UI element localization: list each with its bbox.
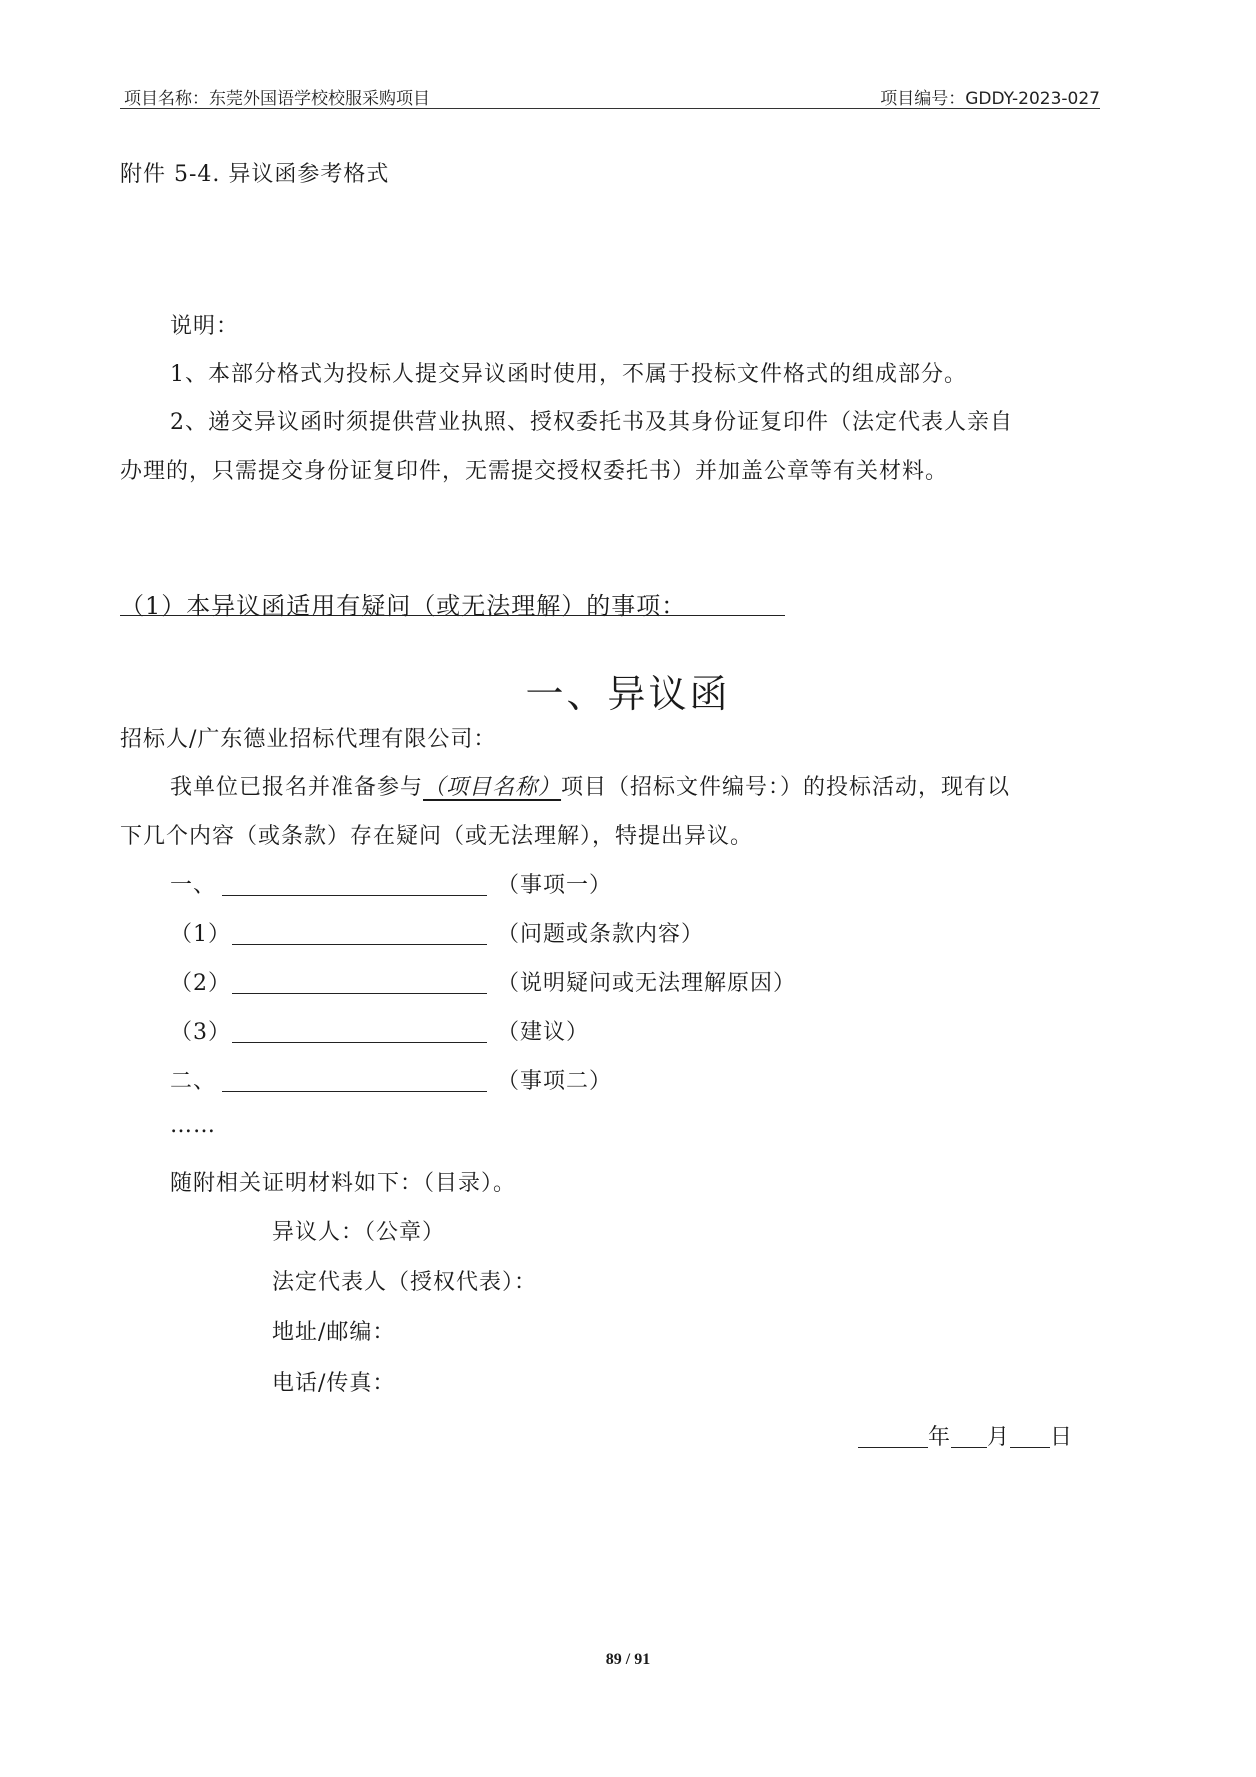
- notes-item-2-line-1: 2、递交异议函时须提供营业执照、授权委托书及其身份证复印件（法定代表人亲自: [170, 410, 1013, 435]
- header-rule: [120, 108, 1100, 109]
- item-prefix: 一、: [170, 873, 217, 898]
- year-blank: [858, 1425, 928, 1448]
- item-row: [170, 1015, 589, 1046]
- legal-rep-line: 法定代表人（授权代表）：: [272, 1270, 538, 1295]
- item-label: （事项一）: [497, 873, 613, 898]
- item-row: [170, 868, 612, 899]
- item-prefix: 二、: [170, 1069, 217, 1094]
- intro-suffix: 项目（招标文件编号：）的投标活动，现有以: [561, 775, 1011, 800]
- phone-line: 电话/传真：: [272, 1371, 396, 1396]
- intro-prefix: 我单位已报名并准备参与: [170, 775, 424, 800]
- objector-line: 异议人：（公章）: [272, 1220, 446, 1245]
- item-row: [170, 917, 704, 948]
- blank-line: [232, 1020, 487, 1043]
- year-label: 年: [928, 1425, 952, 1450]
- item-prefix: （3）: [170, 1020, 231, 1045]
- main-title: 一、异议函: [525, 672, 731, 716]
- date-line: [858, 1420, 1073, 1451]
- blank-line: [222, 1069, 487, 1092]
- attachment-title: 附件 5-4. 异议函参考格式: [120, 162, 390, 187]
- ellipsis: ……: [170, 1113, 216, 1138]
- item-label: （说明疑问或无法理解原因）: [497, 971, 797, 996]
- blank-line: [232, 922, 487, 945]
- address-line: 地址/邮编：: [272, 1320, 396, 1345]
- item-row: [170, 966, 796, 997]
- intro-line-2: 下几个内容（或条款）存在疑问（或无法理解），特提出异议。: [120, 824, 754, 849]
- section-title: （1）本异议函适用有疑问（或无法理解）的事项：: [120, 592, 687, 620]
- notes-item-1: 1、本部分格式为投标人提交异议函时使用，不属于投标文件格式的组成部分。: [170, 362, 967, 387]
- intro-line-1: [170, 770, 1010, 801]
- attachments-line: 随附相关证明材料如下：（目录）。: [170, 1171, 517, 1196]
- addressee: 招标人/广东德业招标代理有限公司：: [120, 727, 497, 752]
- item-label: （建议）: [497, 1020, 590, 1045]
- item-label: （问题或条款内容）: [497, 922, 705, 947]
- day-blank: [1010, 1425, 1050, 1448]
- blank-line: [232, 971, 487, 994]
- notes-item-2-line-2: 办理的，只需提交身份证复印件，无需提交授权委托书）并加盖公章等有关材料。: [120, 459, 949, 484]
- notes-heading: 说明：: [170, 314, 240, 339]
- header-project-number: 项目编号：GDDY-2023-027: [880, 89, 1100, 109]
- blank-line: [222, 873, 487, 896]
- month-blank: [951, 1425, 987, 1448]
- item-row: [170, 1064, 612, 1095]
- page-number: 89 / 91: [605, 1651, 651, 1668]
- header-project-name: 项目名称：东莞外国语学校校服采购项目: [124, 89, 430, 109]
- item-prefix: （2）: [170, 971, 231, 996]
- item-prefix: （1）: [170, 922, 231, 947]
- item-label: （事项二）: [497, 1069, 613, 1094]
- project-name-placeholder: （项目名称）: [423, 775, 562, 800]
- month-label: 月: [987, 1425, 1011, 1450]
- section-title-underline: [120, 615, 785, 616]
- day-label: 日: [1050, 1425, 1074, 1450]
